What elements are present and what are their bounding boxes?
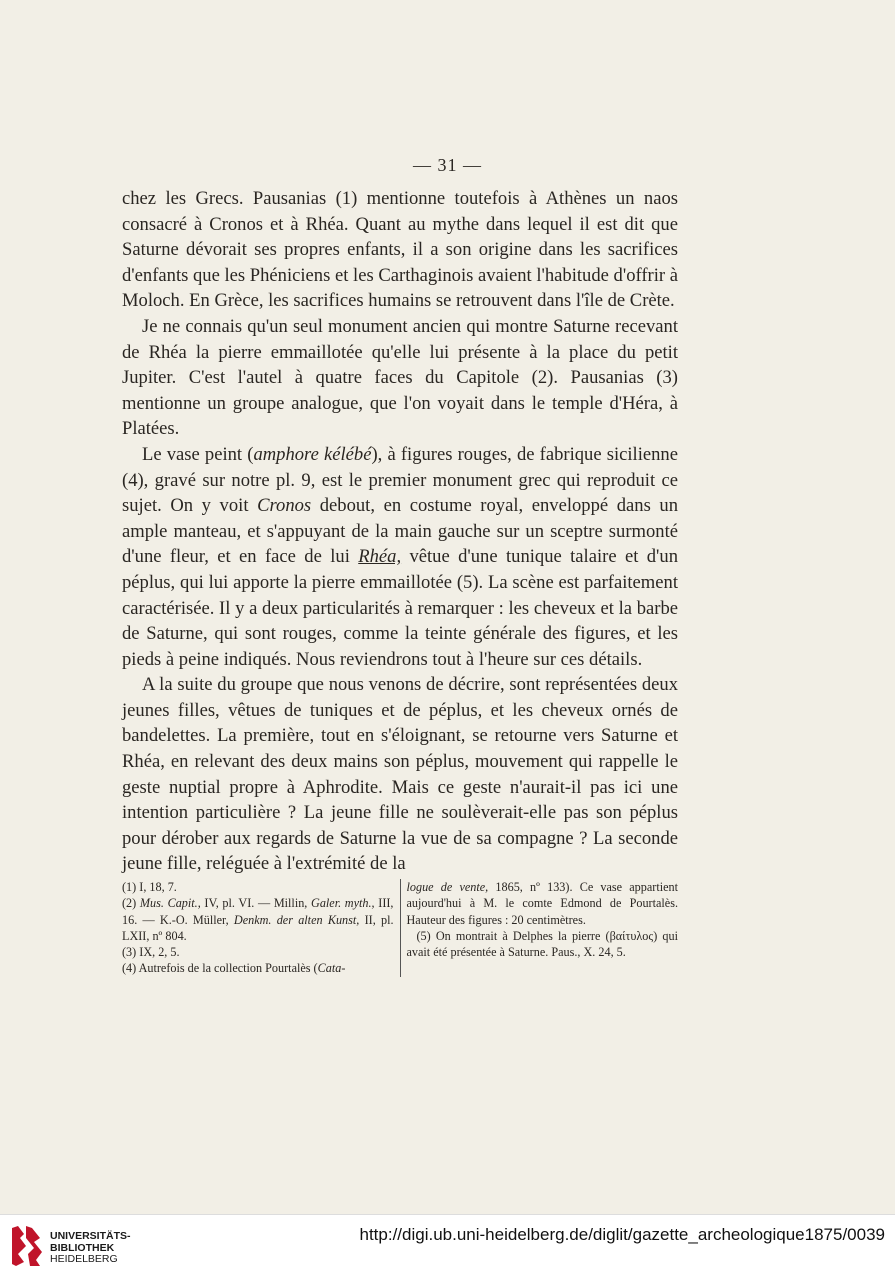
p3-text-d: vêtue d'une tunique talaire et d'un péplus, qui lui apporte la pierre emmaillotée (5). La scène est parfaitement caractérisée. Il y a deux particularités à remarquer : les cheveux et la barbe de Saturne, qui sont rouges, comme la teinte générale des figures, et les pieds à peine indiqués. Nous reviendrons tout à l'heure sur ces détails. <box>122 546 678 670</box>
paragraph-4: A la suite du groupe que nous venons de décrire, sont représentées deux jeunes filles, vêtues de tuniques et de péplus, et les cheveux ornés de bandelettes. La première, tout en s'éloignant, se retourne vers Saturne et Rhéa, en relevant des deux mains son péplus, mouvement qui rappelle le geste nuptial propre à Aphrodite. Mais ce geste n'aurait-il pas ici une intention particulière ? La jeune fille ne soulèverait-elle pas son péplus pour dérober aux regards de Saturne la vue de sa compagne ? La seconde jeune fille, reléguée à l'extrémité de la <box>122 674 678 875</box>
body-text <box>122 186 678 877</box>
amphore-term: amphore kélébé <box>253 443 372 465</box>
p3-text-b: ), à figures rouges, de fabrique sicilienne (4), gravé sur notre pl. 9, est le premier monument grec qui reproduit ce sujet. On y voit <box>122 443 678 517</box>
fn2-title-2: Galer. myth., <box>311 896 375 911</box>
footnote-4-cont <box>407 879 679 928</box>
fn2-num: (2) <box>122 896 140 911</box>
footnote-3: (3) IX, 2, 5. <box>122 945 180 960</box>
cronos-name: Cronos <box>257 495 312 517</box>
paragraph-1: chez les Grecs. Pausanias (1) mentionne toutefois à Athènes un naos consacré à Cronos et à Rhéa. Quant au mythe dans lequel il est dit que Saturne dévorait ses propres enfants, il a son origine dans les sacrifices d'enfants que les Phéniciens et les Carthaginois avaient l'habitude d'offrir à Moloch. En Grèce, les sacrifices humains se retrouvent dans l'île de Crète. <box>122 188 678 312</box>
fn2-title-3: Denkm. der alten Kunst, <box>233 912 360 927</box>
fn4-text-b: 1865, nº 133). Ce vase appartient aujourd'hui à M. le comte Edmond de Pourtalès. Hauteur des figures : 20 centimètres. <box>406 880 678 927</box>
footnote-2 <box>122 895 394 944</box>
footnote-1: (1) I, 18, 7. <box>122 880 177 894</box>
fn2-text-b: IV, pl. VI. — Millin, <box>200 896 312 911</box>
p3-text-a: Le vase peint ( <box>142 443 254 465</box>
footnotes <box>122 879 678 977</box>
rhea-name: Rhéa, <box>358 546 402 568</box>
p3-text-c: debout, en costume royal, enveloppé dans un ample manteau, et s'appuyant de la main gauche sur un sceptre surmonté d'une fleur, et en face de lui <box>122 495 678 568</box>
fn4-text-a: (4) Autrefois de la collection Pourtalès ( <box>122 961 318 976</box>
fn2-text-d: II, pl. LXII, nº 804. <box>122 912 394 943</box>
page-number: — 31 — <box>413 155 482 175</box>
paragraph-3 <box>122 442 678 672</box>
footnote-5: (5) On montrait à Delphes la pierre (βαίτυλος) qui avait été présentée à Saturne. Paus., X. 24, 5. <box>406 928 678 960</box>
permalink-url[interactable]: http://digi.ub.uni-heidelberg.de/diglit/gazette_archeologique1875/0039 <box>359 1225 885 1244</box>
footnotes-left-column <box>122 879 400 977</box>
logo-line-2: BIBLIOTHEK <box>50 1241 115 1254</box>
paragraph-2: Je ne connais qu'un seul monument ancien qui montre Saturne recevant de Rhéa la pierre emmaillotée qu'elle lui présente à la place du petit Jupiter. C'est l'autel à quatre faces du Capitole (2). Pausanias (3) mentionne un groupe analogue, que l'on voyait dans le temple d'Héra, à Platées. <box>122 315 678 440</box>
footnotes-right-column <box>400 879 679 977</box>
fn4-title-a: Cata- <box>317 961 346 976</box>
library-logo-text <box>50 1231 131 1266</box>
logo-line-1: UNIVERSITÄTS- <box>50 1230 131 1242</box>
heidelberg-logo-icon <box>10 1224 44 1268</box>
fn2-text-c: III, 16. — K.-O. Müller, <box>122 896 394 927</box>
logo-line-3: HEIDELBERG <box>50 1253 118 1265</box>
fn2-title-1: Mus. Capit., <box>139 896 201 911</box>
fn4-title-b: logue de vente, <box>406 880 489 894</box>
footnote-4 <box>122 960 394 976</box>
